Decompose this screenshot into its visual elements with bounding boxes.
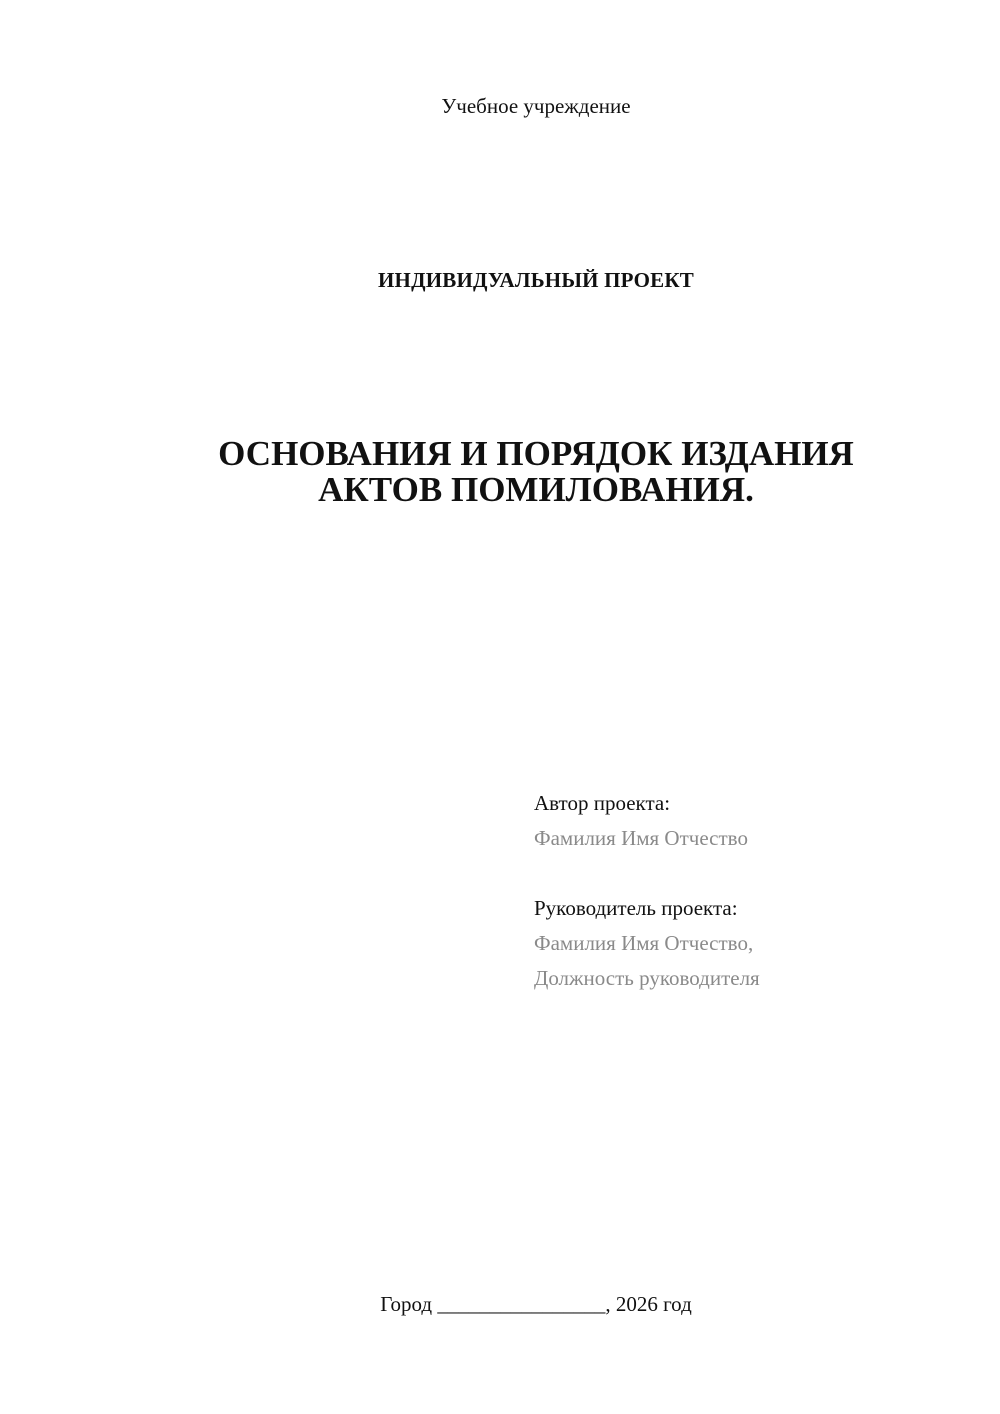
project-title-line-2: АКТОВ ПОМИЛОВАНИЯ. [318,470,754,509]
project-title-line-1: ОСНОВАНИЯ И ПОРЯДОК ИЗДАНИЯ [218,434,854,473]
year-text: , 2026 год [605,1292,692,1316]
document-type: ИНДИВИДУАЛЬНЫЙ ПРОЕКТ [378,268,694,292]
city-label: Город [380,1292,433,1316]
city-blank: ________________ [437,1292,606,1316]
author-name: Фамилия Имя Отчество [534,826,748,850]
supervisor-label: Руководитель проекта: [534,896,738,920]
city-year-line [0,1290,1000,1318]
institution-name: Учебное учреждение [441,94,631,118]
author-block [534,786,974,856]
author-label: Автор проекта: [534,791,671,815]
project-title [0,436,1000,508]
supervisor-block [534,891,974,996]
supervisor-name: Фамилия Имя Отчество, [534,931,754,955]
supervisor-position: Должность руководителя [534,966,760,990]
